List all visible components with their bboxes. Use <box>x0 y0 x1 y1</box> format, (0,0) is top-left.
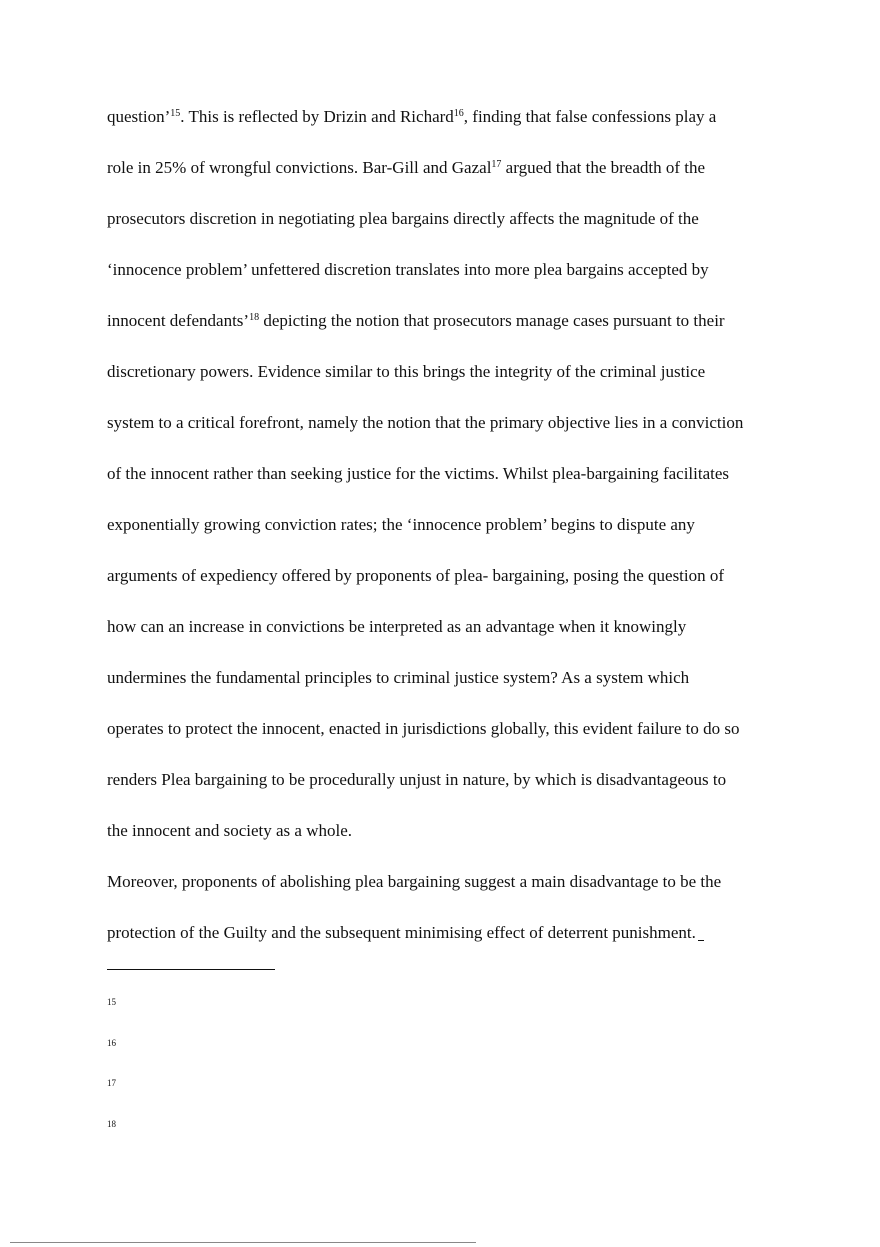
text-run: question’ <box>107 107 171 126</box>
text-cursor-mark <box>698 940 704 941</box>
footnote-ref-16[interactable]: 16 <box>453 108 464 119</box>
text-line: operates to protect the innocent, enacted in jurisdictions globally, this evident failure to do so <box>107 719 740 738</box>
text-line: exponentially growing conviction rates; the ‘innocence problem’ begins to dispute any <box>107 515 695 534</box>
footnote-ref-18[interactable]: 18 <box>249 312 260 323</box>
text-run: protection of the Guilty and the subsequent minimising effect of deterrent punishment. <box>107 923 696 942</box>
text-line: how can an increase in convictions be interpreted as an advantage when it knowingly <box>107 617 687 636</box>
footnote-ref-17[interactable]: 17 <box>491 159 502 170</box>
text-line: the innocent and society as a whole. <box>107 821 353 840</box>
footnote-18: 18 <box>107 1119 116 1130</box>
text-line: of the innocent rather than seeking justice for the victims. Whilst plea-bargaining facilitates <box>107 464 730 483</box>
footnote-16: 16 <box>107 1037 116 1048</box>
footnote-15: 15 <box>107 997 116 1007</box>
text-line: system to a critical forefront, namely the notion that the primary objective lies in a conviction <box>107 413 744 432</box>
text-line: renders Plea bargaining to be procedurally unjust in nature, by which is disadvantageous to <box>107 770 727 789</box>
text-line <box>107 916 787 967</box>
footnote-separator <box>107 969 275 970</box>
text-line: arguments of expediency offered by proponents of plea- bargaining, posing the question of <box>107 566 725 585</box>
text-line: discretionary powers. Evidence similar to this brings the integrity of the criminal justice <box>107 362 706 381</box>
text-line <box>107 304 787 355</box>
footnotes-section <box>107 996 407 1159</box>
footnote-ref-15[interactable]: 15 <box>170 108 181 119</box>
text-run: innocent defendants’ <box>107 311 250 330</box>
text-line: undermines the fundamental principles to criminal justice system? As a system which <box>107 668 690 687</box>
text-run: role in 25% of wrongful convictions. Bar-Gill and Gazal <box>107 158 492 177</box>
text-run: , finding that false confessions play a <box>463 107 717 126</box>
footnote-17: 17 <box>107 1078 116 1089</box>
text-run: . This is reflected by Drizin and Richard <box>180 107 454 126</box>
text-line: Moreover, proponents of abolishing plea bargaining suggest a main disadvantage to be the <box>107 872 722 891</box>
body-text <box>107 100 787 967</box>
text-run: depicting the notion that prosecutors manage cases pursuant to their <box>259 311 725 330</box>
text-line <box>107 151 787 202</box>
page-bottom-divider <box>10 1242 476 1243</box>
text-line: ‘innocence problem’ unfettered discretion translates into more plea bargains accepted by <box>107 260 709 279</box>
text-line <box>107 100 787 151</box>
text-line: prosecutors discretion in negotiating plea bargains directly affects the magnitude of the <box>107 209 699 228</box>
text-run: argued that the breadth of the <box>501 158 706 177</box>
